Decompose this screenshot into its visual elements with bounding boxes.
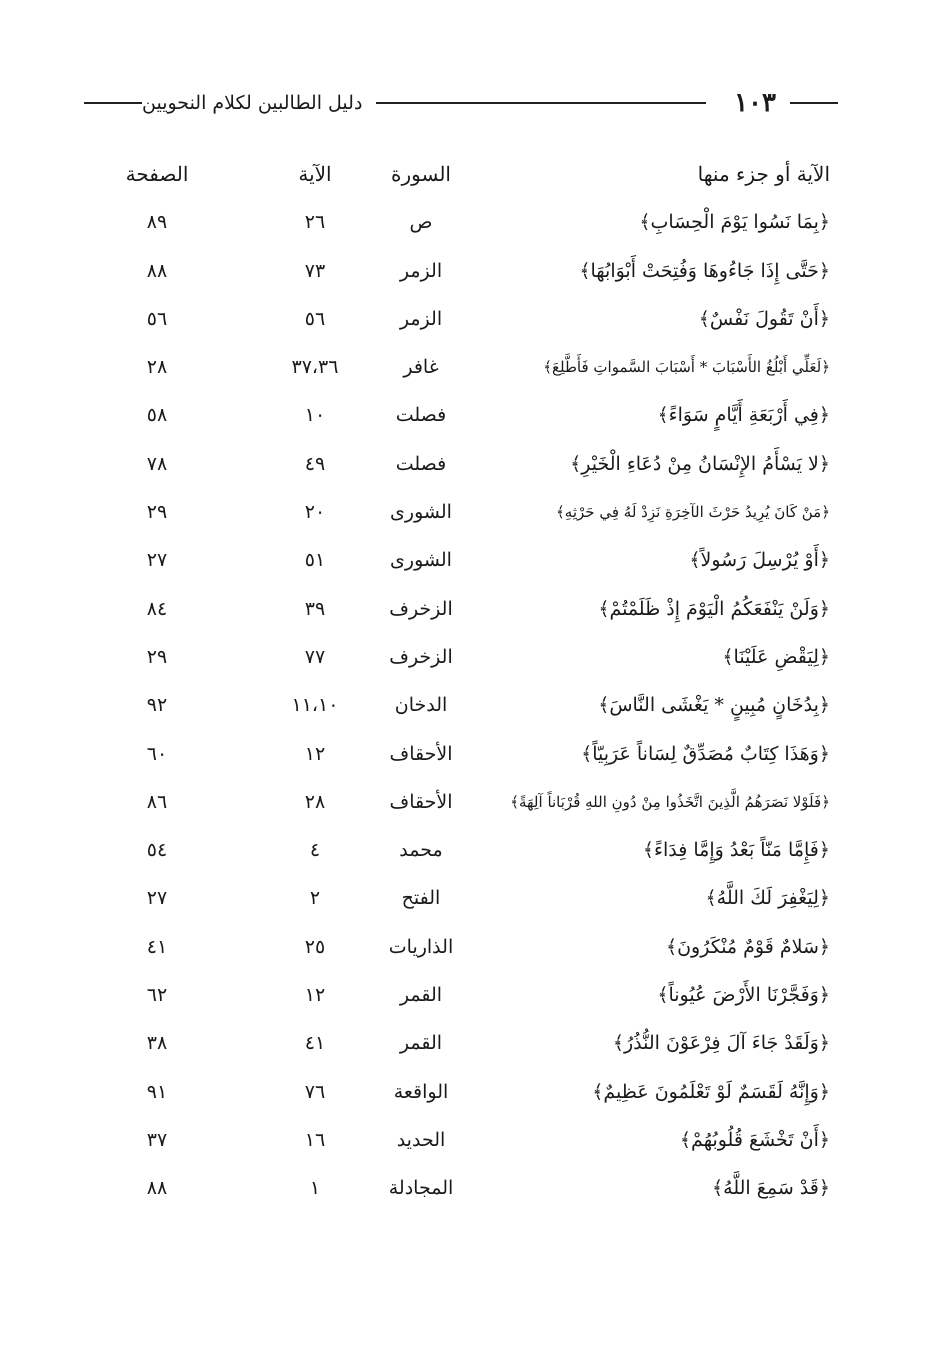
table-row	[84, 633, 838, 681]
page-reference: ٦٢	[146, 984, 168, 1007]
ayah-number: ٣٩	[304, 597, 326, 620]
surah-name: الدخان	[394, 694, 448, 717]
verse-text: ﴿مَنْ كَانَ يُرِيدُ حَرْثَ الآخِرَةِ نَزِدْ لَهُ فِي حَرْثِهِ﴾	[556, 503, 830, 522]
surah-name: الأحقاف	[389, 742, 453, 765]
table-row	[84, 826, 838, 874]
ayah-number: ٢٥	[304, 935, 326, 958]
page-reference: ٢٩	[146, 645, 168, 668]
page-reference: ٢٨	[146, 356, 168, 379]
surah-name: الذاريات	[388, 935, 454, 958]
page-reference: ٧٨	[146, 452, 168, 475]
table-row	[84, 391, 838, 439]
verse-text: ﴿فِي أَرْبَعَةِ أَيَّامٍ سَوَاءً﴾	[657, 404, 830, 427]
page-reference: ٤١	[146, 935, 168, 958]
surah-name: المجادلة	[388, 1177, 454, 1200]
column-header-verse: الآية أو جزء منها	[697, 162, 830, 186]
surah-name: الحديد	[396, 1128, 446, 1151]
table-row	[84, 488, 838, 536]
page-reference: ٢٧	[146, 549, 168, 572]
surah-name: القمر	[399, 1032, 443, 1055]
table-row	[84, 198, 838, 246]
ayah-number: ٧٣	[304, 259, 326, 282]
ayah-number: ٤١	[304, 1032, 326, 1055]
page-reference: ٣٧	[146, 1128, 168, 1151]
ayah-number: ١	[309, 1177, 321, 1200]
verse-text: ﴿أَنْ تَقُولَ نَفْسٌ﴾	[698, 307, 830, 330]
ayah-number: ٤	[309, 839, 321, 862]
surah-name: ص	[409, 211, 433, 234]
running-title: دليل الطالبين لكلام النحويين	[142, 92, 363, 114]
table-row	[84, 681, 838, 729]
verse-text: ﴿بِدُخَانٍ مُبِينٍ * يَغْشَى النَّاسَ﴾	[598, 694, 830, 717]
verse-text: ﴿لَعَلِّي أَبْلُغُ الأَسْبَابَ * أَسْبَابَ السَّمواتِ فَأَطَّلِعَ﴾	[543, 358, 830, 377]
surah-name: الزمر	[399, 307, 443, 330]
table-header-row	[84, 150, 838, 198]
page-reference: ٨٩	[146, 211, 168, 234]
page-reference: ٨٨	[146, 259, 168, 282]
ayah-number: ١٢	[304, 984, 326, 1007]
table-row	[84, 536, 838, 584]
page-reference: ٨٤	[146, 597, 168, 620]
page-reference: ٢٩	[146, 501, 168, 524]
table-row	[84, 923, 838, 971]
page-reference: ٢٧	[146, 887, 168, 910]
page-reference: ٨٨	[146, 1177, 168, 1200]
verse-text: ﴿سَلامٌ قَوْمٌ مُنْكَرُونَ﴾	[665, 935, 830, 958]
verse-text: ﴿وَإِنَّهُ لَقَسَمٌ لَوْ تَعْلَمُونَ عَظِيمٌ﴾	[592, 1080, 830, 1103]
page-reference: ٦٠	[146, 742, 168, 765]
surah-name: الزخرف	[389, 597, 453, 620]
verse-text: ﴿وَلَنْ يَنْفَعَكُمُ الْيَوْمَ إِذْ ظَلَمْتُمْ﴾	[598, 597, 830, 620]
ayah-number: ٤٩	[304, 452, 326, 475]
verse-text: ﴿لِيَقْضِ عَلَيْنَا﴾	[722, 645, 830, 668]
page-reference: ٩٢	[146, 694, 168, 717]
table-row	[84, 1068, 838, 1116]
surah-name: الفتح	[401, 887, 441, 910]
verse-text: ﴿وَفَجَّرْنَا الأَرْضَ عُيُوناً﴾	[657, 984, 830, 1007]
ayah-number: ١١،١٠	[291, 694, 339, 717]
verse-text: ﴿أَنْ تَخْشَعَ قُلُوبُهُمْ﴾	[679, 1128, 830, 1151]
surah-name: الزمر	[399, 259, 443, 282]
surah-name: فصلت	[395, 452, 447, 475]
page-reference: ٥٦	[146, 307, 168, 330]
verse-text: ﴿أَوْ يُرْسِلَ رَسُولاً﴾	[689, 549, 830, 572]
verse-text: ﴿لِيَغْفِرَ لَكَ اللَّهُ﴾	[705, 887, 830, 910]
surah-name: غافر	[403, 356, 439, 379]
table-row	[84, 1164, 838, 1212]
ayah-number: ٥٦	[304, 307, 326, 330]
table-row	[84, 778, 838, 826]
page-reference: ٣٨	[146, 1032, 168, 1055]
column-header-page: الصفحة	[125, 162, 189, 186]
surah-name: الشورى	[390, 549, 452, 572]
table-row	[84, 874, 838, 922]
surah-name: الزخرف	[389, 645, 453, 668]
ayah-number: ٢٨	[304, 790, 326, 813]
header-rule-middle	[376, 102, 706, 104]
verse-text: ﴿بِمَا نَسُوا يَوْمَ الْحِسَابِ﴾	[639, 211, 830, 234]
verse-text: ﴿لا يَسْأَمُ الإِنْسَانُ مِنْ دُعَاءِ الْخَيْرِ﴾	[570, 452, 830, 475]
running-header	[84, 88, 838, 118]
ayah-number: ٣٧،٣٦	[291, 356, 339, 379]
verse-text: ﴿حَتَّى إِذَا جَاءُوهَا وَفُتِحَتْ أَبْوَابُهَا﴾	[579, 259, 830, 282]
page-reference: ٩١	[146, 1080, 168, 1103]
surah-name: محمد	[399, 839, 443, 862]
page-reference: ٨٦	[146, 790, 168, 813]
header-rule-right	[790, 102, 838, 104]
table-row	[84, 730, 838, 778]
column-header-surah: السورة	[391, 162, 451, 186]
ayah-number: ١٢	[304, 742, 326, 765]
table-row	[84, 1019, 838, 1067]
page-number: ١٠٣	[734, 88, 776, 118]
verse-text: ﴿قَدْ سَمِعَ اللَّهُ﴾	[712, 1177, 830, 1200]
table-row	[84, 971, 838, 1019]
table-row	[84, 585, 838, 633]
page-reference: ٥٤	[146, 839, 168, 862]
ayah-number: ١٠	[304, 404, 326, 427]
verse-text: ﴿فَإِمَّا مَنّاً بَعْدُ وَإِمَّا فِدَاءً﴾	[642, 839, 830, 862]
surah-name: فصلت	[395, 404, 447, 427]
ayah-number: ٥١	[304, 549, 326, 572]
header-rule-left	[84, 102, 142, 104]
verse-text: ﴿وَهَذَا كِتَابٌ مُصَدِّقٌ لِسَاناً عَرَبِيّاً﴾	[581, 742, 830, 765]
ayah-number: ١٦	[304, 1128, 326, 1151]
table-row	[84, 440, 838, 488]
table-row	[84, 247, 838, 295]
ayah-number: ٢	[309, 887, 321, 910]
surah-name: الشورى	[390, 501, 452, 524]
surah-name: الواقعة	[393, 1080, 449, 1103]
verse-text: ﴿فَلَوْلا نَصَرَهُمُ الَّذِينَ اتَّخَذُوا مِنْ دُونِ اللهِ قُرْبَاناً آلِهَةً﴾	[510, 792, 830, 811]
table-row	[84, 295, 838, 343]
ayah-number: ٧٦	[304, 1080, 326, 1103]
verse-index-table	[84, 150, 838, 1213]
ayah-number: ٧٧	[304, 645, 326, 668]
ayah-number: ٢٦	[304, 211, 326, 234]
column-header-ayah-number: الآية	[298, 162, 332, 186]
surah-name: الأحقاف	[389, 790, 453, 813]
table-row	[84, 1116, 838, 1164]
table-row	[84, 343, 838, 391]
ayah-number: ٢٠	[304, 501, 326, 524]
surah-name: القمر	[399, 984, 443, 1007]
page-reference: ٥٨	[146, 404, 168, 427]
verse-text: ﴿وَلَقَدْ جَاءَ آلَ فِرْعَوْنَ النُّذُرُ﴾	[612, 1032, 830, 1055]
